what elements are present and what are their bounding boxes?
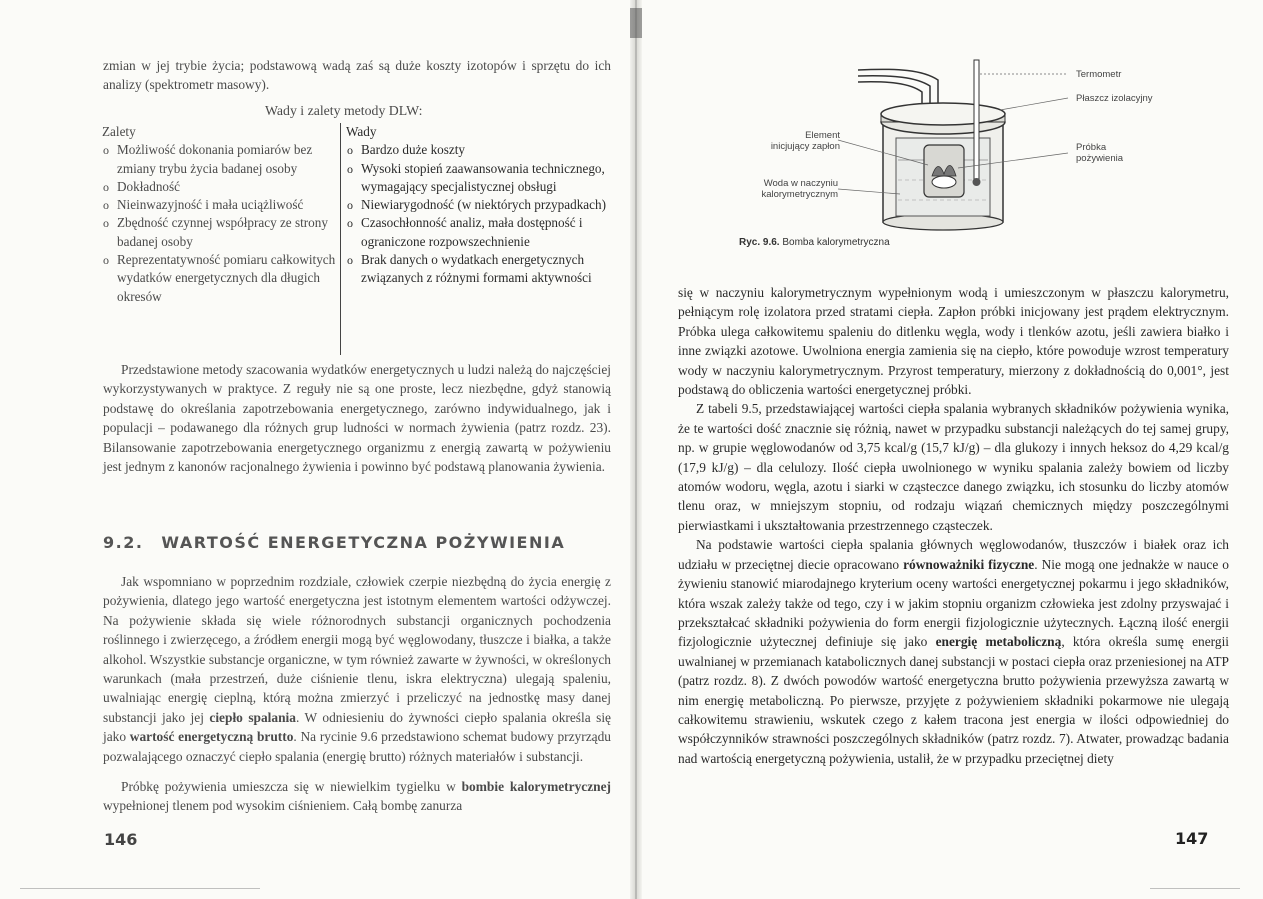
table-caption: Wady i zalety metody DLW: bbox=[265, 103, 423, 118]
advantages-header: Zalety bbox=[102, 124, 136, 139]
list-item: o Niewiarygodność (w niektórych przypadkach) bbox=[346, 196, 608, 214]
section-title: WARTOŚĆ ENERGETYCZNA POŻYWIENIA bbox=[161, 533, 566, 552]
list-item: o Reprezentatywność pomiaru całkowitych wydatków energetycznych dla długich okresów bbox=[102, 251, 338, 306]
text-run: Na podstawie wartości ciepła spalania głównych węglowodanów, tłuszczów i białek oraz ich udziału w przeciętnej diecie opracowano bbox=[678, 537, 1229, 572]
term-heat-of-combustion: ciepło spalania bbox=[209, 709, 296, 725]
label-line: Próbka bbox=[1076, 142, 1107, 153]
label-line: Woda w naczyniu bbox=[763, 178, 838, 189]
label-line: kalorymetrycznym bbox=[761, 189, 838, 200]
list-item: o Bardzo duże koszty bbox=[346, 141, 608, 159]
section-heading bbox=[103, 533, 565, 552]
label-thermometer: Termometr bbox=[1076, 69, 1122, 80]
advantages-column bbox=[102, 123, 338, 306]
paragraph-table-9-5: Z tabeli 9.5, przedstawiającej wartości ciepła spalania wybranych składników pożywienia wynika, że te wartości dość znacznie się różnią, nawet w przypadku substancji należących do tej samej grupy, np. w grupie węglowodanów od 3,75 kcal/g (15,7 kJ/g) – dla glukozy i innych heksoz do 4,29 kcal/g (17,9 kJ/g) – dla celulozy. Ilość ciepła uwolnionego w wyniku spalania zależy bowiem od liczby atomów wodoru, węgla, azotu i siarki w cząsteczce danego związku, ich stosunku do liczby atomów tlenu oraz, w mniejszym stopniu, od rodzaju wiązań chemicznych między poszczególnymi pierwiastkami i ukształtowania przestrzennego cząsteczek. bbox=[678, 401, 1229, 533]
scan-artifact bbox=[1150, 888, 1240, 889]
label-insulating-jacket: Płaszcz izolacyjny bbox=[1076, 93, 1153, 104]
term-bomb-calorimeter: bombie kalorymetrycznej bbox=[461, 779, 612, 794]
text-run: . Nie mogą one jednakże w nauce o żywieniu stanowić miarodajnego kryterium oceny wartości energetycznej pokarmu i jego składników, która wszak zależy także od tego, czy i w jakim stopniu organizm człowieka jest zdolny przyswajać i przekształcać składniki pożywienia do form energii fizjologicznie użytecznych. Łączną ilość energii fizjologicznie użytecznej definiuje się jako bbox=[678, 556, 1229, 650]
scan-artifact bbox=[20, 888, 260, 889]
paragraph-equivalents bbox=[678, 535, 1229, 768]
list-item: o Brak danych o wydatkach energetycznych związanych z różnymi formami aktywności bbox=[346, 251, 608, 288]
text-run: . W odniesieniu do żywności ciepło spalania określa się jako bbox=[103, 709, 612, 745]
text-run: Jak wspomniano w poprzednim rozdziale, człowiek czerpie niezbędną do życia energię z pożywienia, dlatego jego wartość energetyczna jest istotnym elementem wartości odżywczej. Na pożywienie składa się wiele różnorodnych substancji organicznych pochodzenia roślinnego i zwierzęcego, a źródłem energii mogą być węglowodany, tłuszcze i białka, a także alkohol. Wszystkie substancje organiczne, w tym również zawarte w żywności, w określonych warunkach (mała przestrzeń, duże ciśnienie tlenu, iskra elektryczna) ulegają spaleniu, uwalniając energię cieplną, którą można zmierzyć i przeliczyć na jednostkę masy danej substancji jako jej bbox=[103, 574, 611, 725]
text-run: Próbkę pożywienia umieszcza się w niewielkim tygielku w bbox=[121, 779, 462, 794]
advantages-list bbox=[102, 141, 338, 306]
figure-caption bbox=[739, 237, 890, 248]
list-item: o Możliwość dokonania pomiarów bez zmiany trybu życia badanej osoby bbox=[102, 141, 338, 178]
text-run: . Na rycinie 9.6 przedstawiono schemat budowy przyrządu pozwalającego oznaczyć ciepło spalania (energię brutto) różnych materiałów i substancji. bbox=[103, 729, 611, 764]
label-line: Element bbox=[805, 130, 840, 141]
figure-caption-text: Bomba kalorymetryczna bbox=[782, 237, 890, 248]
sample-paragraph bbox=[103, 777, 611, 816]
page-number-left: 146 bbox=[104, 830, 138, 849]
term-physical-equivalents: równoważniki fizyczne bbox=[903, 556, 1035, 572]
label-line: inicjujący zapłon bbox=[770, 141, 840, 152]
list-item: o Nieinwazyjność i mała uciążliwość bbox=[102, 196, 338, 214]
disadvantages-column bbox=[346, 123, 608, 288]
label-water bbox=[750, 178, 838, 200]
term-gross-energy: wartość energetyczną brutto bbox=[129, 729, 294, 745]
list-item: o Dokładność bbox=[102, 178, 338, 196]
section-paragraph bbox=[103, 572, 611, 766]
list-item: o Zbędność czynnej współpracy ze strony badanej osoby bbox=[102, 214, 338, 251]
label-igniter bbox=[760, 130, 840, 152]
section-number: 9.2. bbox=[103, 533, 144, 552]
label-line: pożywienia bbox=[1076, 153, 1123, 164]
text-run: wypełnionej tlenem pod wysokim ciśnieniem. Całą bombę zanurza bbox=[103, 798, 463, 814]
paragraph-combustion: się w naczyniu kalorymetrycznym wypełnionym wodą i umieszczonym w płaszczu kalorymetru, pełniącym rolę izolatora przed stratami ciepła. Zapłon próbki inicjowany jest prądem elektrycznym. Próbka ulega całkowitemu spaleniu do ditlenku węgla, wody i tlenków azotu, jeśli zawiera białko i inne związki azotowe. Uwolniona energia zamienia się na ciepło, które powoduje wzrost temperatury wody w naczyniu kalorymetrycznym. Przyrost temperatury, mierzony z dokładnością do 0,001°, jest podstawą do obliczenia wartości energetycznej próbki. bbox=[678, 285, 1229, 398]
table-divider bbox=[340, 123, 341, 355]
calorimeter-figure bbox=[748, 50, 1248, 250]
intro-paragraph: zmian w jej trybie życia; podstawową wadą zaś są duże koszty izotopów i sprzętu do ich analizy (spektrometr masowy). bbox=[103, 58, 611, 93]
label-food-sample bbox=[1076, 142, 1123, 164]
right-text-block bbox=[678, 283, 1229, 768]
right-page bbox=[640, 0, 1263, 899]
list-item: o Wysoki stopień zaawansowania technicznego, wymagający specjalistycznej obsługi bbox=[346, 160, 608, 197]
text-run: , która określa sumę energii uwalnianej w przemianach katabolicznych danej substancji w postaci ciepła oraz przeniesionej na ATP (patrz rozdz. 8). Z dwóch powodów wartość energetyczna brutto pożywienia przewyższa zawartą w nim energię metaboliczną. Po pierwsze, przyjęte z pożywieniem składniki pokarmowe nie ulegają całkowitemu strawieniu, wskutek czego z kałem tracona jest energia w ilości odpowiedniej do współczynników strawności poszczególnych składników (patrz rozdz. 7). Atwater, prowadząc badania nad wartością energetyczną pożywienia, ustalił, że w przypadku przeciętnej diety bbox=[678, 634, 1230, 766]
figure-caption-number: Ryc. 9.6. bbox=[739, 237, 780, 248]
list-item: o Czasochłonność analiz, mała dostępność i ograniczone rozpowszechnienie bbox=[346, 214, 608, 251]
disadvantages-list bbox=[346, 141, 608, 287]
disadvantages-header: Wady bbox=[346, 124, 377, 139]
pros-cons-table bbox=[102, 123, 608, 355]
summary-paragraph: Przedstawione metody szacowania wydatków energetycznych u ludzi należą do najczęściej wykorzystywanych w praktyce. Z reguły nie są one proste, lecz niezbędne, gdyż stanowią podstawę do określania zapotrzebowania energetycznego, zarówno indywidualnego, jak i populacji – podawanego dla różnych grup ludności w normach żywienia (patrz rozdz. 23). Bilansowanie zapotrzebowania energetycznego organizmu z energią zawartą w pożywieniu jest jednym z kanonów racjonalnego żywienia i powinno być podstawą planowania żywienia. bbox=[103, 362, 611, 475]
term-metabolic-energy: energię metaboliczną bbox=[935, 634, 1062, 650]
page-number-right: 147 bbox=[1175, 829, 1209, 848]
